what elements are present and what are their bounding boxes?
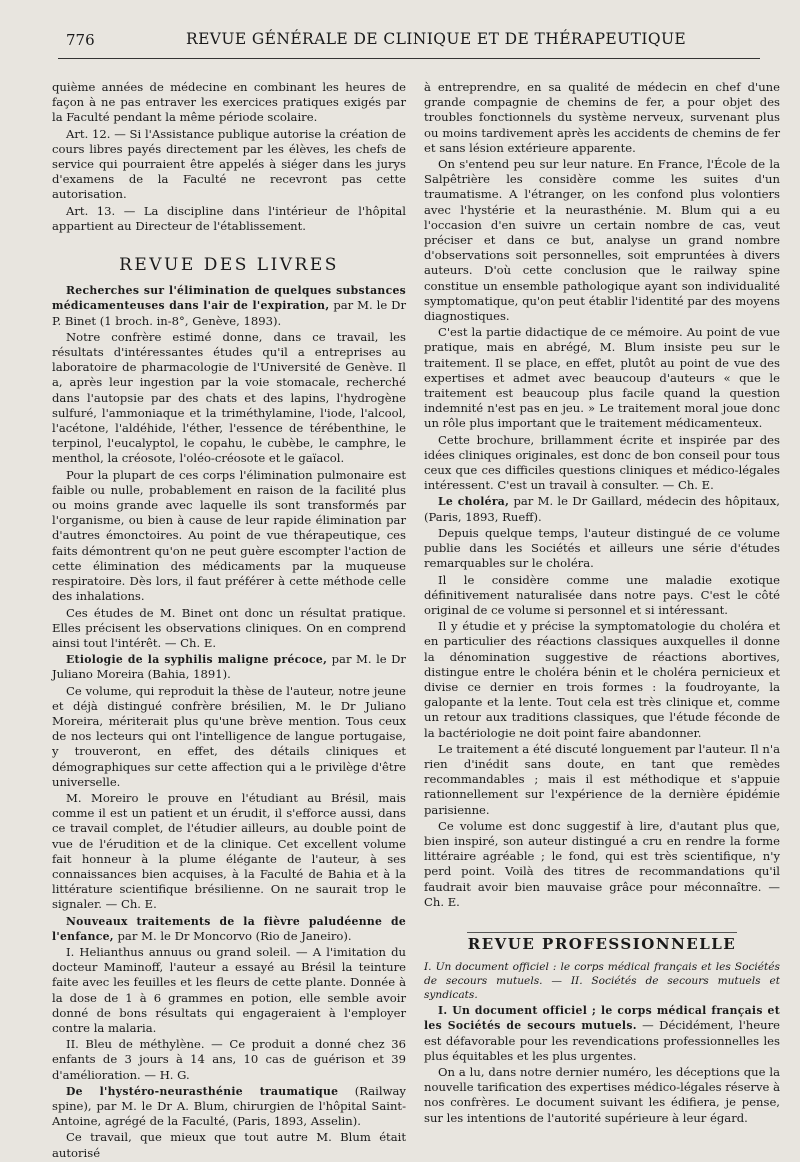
paragraph: — Décidément, l'heure est défavorable pour les revendications professionnelles les plus équitables et les plus urgentes. <box>424 1018 780 1063</box>
article-12: Art. 12. — Si l'Assistance publique autorise la création de cours libres payés directement par les élèves, les chefs de service qui pourraient être appelés à siéger dans les jurys d'examens de la Faculté ne recevront pas cette autorisation. <box>52 126 406 202</box>
book-reference: (Railway spine), par M. le Dr A. Blum, chirurgien de l'hôpital Saint-Antoine, agrégé de la Faculté, (Paris, 1893, Asselin). <box>52 1083 406 1129</box>
book-entry-blum <box>52 1084 406 1130</box>
paragraph: Ce travail, que mieux que tout autre M. Blum était autorisé <box>52 1130 406 1160</box>
paragraph: II. Bleu de méthylène. — Ce produit a donné chez 36 enfants de 3 jours à 14 ans, 10 cas de guérison et 39 d'amélioration. — H. G. <box>52 1037 406 1082</box>
paragraph: I. Helianthus annuus ou grand soleil. — A l'imitation du docteur Maminoff, l'auteur a essayé au Brésil la teinture faite avec les feuilles et les fleurs de cette plante. Donnée à la dose de 1 à 6 grammes en potion, elle semble avoir donné de bons résultats qui engageraient à l'employer contre la malaria. <box>52 944 406 1035</box>
book-reference: par M. le Dr P. Binet (1 broch. in-8°, Genève, 1893). <box>52 298 406 328</box>
book-title: Recherches sur l'élimination de quelques substances médicamenteuses dans l'air de l'expiration, <box>52 284 406 313</box>
paragraph: On s'entend peu sur leur nature. En France, l'École de la Salpêtrière les considère comme les suites d'un traumatisme. A l'étranger, on les confond plus volontiers avec l'hystérie et la neurasthénie. M. Blum qui a eu l'occasion d'en suivre un certain nombre de cas, veut préciser et dans ce but, analyse un grand nombre d'observations soit personnelles, soit empruntées à divers auteurs. D'où cette conclusion que le railway spine constitue un ensemble pathologique ayant son individualité symptomatique, qu'on peut établir l'identité par des moyens diagnostiques. <box>424 157 780 324</box>
subsection-entry <box>424 1003 780 1064</box>
paragraph: Il y étudie et y précise la symptomatologie du choléra et en particulier des réactions classiques auxquelles il donne la dénomination suggestive de réactions abortives, distingue entre le choléra bénin et le choléra pernicieux et divise ce dernier en trois formes : la foudroyante, la galopante et la lente. Tout cela est très clinique et, comme un retour aux traditions classiques, que l'étude féconde de la bactériologie ne doit point faire abandonner. <box>424 619 780 740</box>
book-reference: par M. le Dr Gaillard, médecin des hôpitaux, (Paris, 1893, Rueff). <box>424 494 780 524</box>
book-entry-moncorvo <box>52 914 406 944</box>
paragraph: quième années de médecine en combinant les heures de façon à ne pas entraver les exercices pratiques exigés par la Faculté pendant la même période scolaire. <box>52 80 406 125</box>
paragraph: Pour la plupart de ces corps l'élimination pulmonaire est faible ou nulle, probablement en raison de la facilité plus ou moins grande avec laquelle ils sont transformés par l'organisme, ou bien à cause de leur rapide élimination par d'autres émonctoires. Au point de vue thérapeutique, ces faits démontrent qu'on ne peut guère escompter l'action de cette élimination des médicaments par la muqueuse respiratoire. Dès lors, il faut préférer à cette méthode celle des inhalations. <box>52 467 406 604</box>
subsection-title: I. Un document officiel ; le corps médical français et les Sociétés de secours mutuels. <box>424 1004 780 1033</box>
book-reference: par M. le Dr Juliano Moreira (Bahia, 1891). <box>52 652 406 682</box>
section-summary: I. Un document officiel : le corps médical français et les Sociétés de secours mutuels. — II. Sociétés de secours mutuels et syndicats. <box>424 961 780 1002</box>
page-number: 776 <box>66 31 95 49</box>
book-title: Le choléra, <box>438 495 510 509</box>
left-column <box>52 80 406 1162</box>
paragraph: M. Moreiro le prouve en l'étudiant au Brésil, mais comme il est un patient et un érudit, il s'efforce aussi, dans ce travail complet, de l'étudier ailleurs, au double point de vue de l'érudition et de la clinique. Cet excellent volume fait honneur à la plume élégante de l'auteur, à ses connaissances bien acquises, à la Faculté de Bahia et à la littérature scientifique brésilienne. On ne saurait trop le signaler. — Ch. E. <box>52 790 406 912</box>
book-entry-moreira <box>52 652 406 682</box>
page-header <box>58 28 760 59</box>
book-title: Etiologie de la syphilis maligne précoce, <box>66 653 328 667</box>
paragraph: On a lu, dans notre dernier numéro, les déceptions que la nouvelle tarification des expertises médico-légales réserve à nos confrères. Le document suivant les édifiera, je pense, sur les intentions de l'autorité supérieure à leur égard. <box>424 1064 780 1125</box>
paragraph: Depuis quelque temps, l'auteur distingué de ce volume publie dans les Sociétés et ailleurs une série d'études remarquables sur le choléra. <box>424 525 780 571</box>
paragraph: Il le considère comme une maladie exotique définitivement naturalisée dans notre pays. C'est le côté original de ce volume si personnel et si intéressant. <box>424 572 780 617</box>
paragraph: Notre confrère estimé donne, dans ce travail, les résultats d'intéressantes études qu'il a entreprises au laboratoire de pharmacologie de l'Université de Genève. Il a, après leur ingestion par la voie stomacale, recherché dans l'autopsie par des chats et des lapins, l'hydrogène sulfuré, l'ammoniaque et la triméthylamine, l'iode, l'alcool, l'acétone, l'aldéhide, l'éther, l'essence de térébenthine, le terpinol, l'eucalyptol, le copahu, le cubèbe, le camphre, le menthol, la créosote, l'oléo-créosote et le gaïacol. <box>52 329 406 466</box>
book-entry-gaillard <box>424 494 780 524</box>
paragraph: Cette brochure, brillamment écrite et inspirée par des idées cliniques originales, est donc de bon conseil pour tous ceux que ces difficiles questions cliniques et médico-légales intéressent. C'est un travail à consulter. — Ch. E. <box>424 432 780 493</box>
paragraph: Ce volume est donc suggestif à lire, d'autant plus que, bien inspiré, son auteur distingué a cru en rendre la forme littéraire agréable ; le fond, qui est très scientifique, n'y perd point. Voilà des titres de recommandations qu'il faudrait avoir bien mauvaise grâce pour méconnaître. — Ch. E. <box>424 818 780 909</box>
paragraph: Ces études de M. Binet ont donc un résultat pratique. Elles précisent les observations cliniques. On en comprend ainsi tout l'intérêt. — Ch. E. <box>52 605 406 650</box>
paragraph: Ce volume, qui reproduit la thèse de l'auteur, notre jeune et déjà distingué confrère brésilien, M. le Dr Juliano Moreira, mériterait plus qu'une brève mention. Tous ceux de nos lecteurs qui ont l'intelligence de langue portugaise, y trouveront, en effet, des détails cliniques et démographiques sur cette affection qui a le privilège d'être universelle. <box>52 683 406 789</box>
book-title: Nouveaux traitements de la fièvre paludéenne de l'enfance, <box>52 914 406 943</box>
running-title: REVUE GÉNÉRALE DE CLINIQUE ET DE THÉRAPEUTIQUE <box>186 30 687 48</box>
book-title: De l'hystéro-neurasthénie traumatique <box>66 1084 339 1098</box>
paragraph: Le traitement a été discuté longuement par l'auteur. Il n'a rien d'inédit sans doute, en tant que remèdes recommandables ; mais il est méthodique et s'appuie rationnellement sur l'expérience de la dernière épidémie parisienne. <box>424 741 780 817</box>
section-title-revue-des-livres: REVUE DES LIVRES <box>119 255 339 276</box>
section-title-revue-professionnelle: REVUE PROFESSIONNELLE <box>467 932 737 952</box>
book-reference: par M. le Dr Moncorvo (Rio de Janeiro). <box>113 928 352 943</box>
article-13: Art. 13. — La discipline dans l'intérieur de l'hôpital appartient au Directeur de l'établissement. <box>52 203 406 233</box>
book-entry-binet <box>52 283 406 329</box>
paragraph: à entreprendre, en sa qualité de médecin en chef d'une grande compagnie de chemins de fer, a pour objet des troubles fonctionnels du système nerveux, survenant plus ou moins tardivement après les accidents de chemins de fer et sans lésion extérieure apparente. <box>424 80 780 155</box>
right-column <box>424 80 780 1127</box>
paragraph: C'est la partie didactique de ce mémoire. Au point de vue pratique, mais en abrégé, M. Blum insiste peu sur le traitement. Il se place, en effet, plutôt au point de vue des expertises et admet avec beaucoup d'auteurs « que le traitement est beaucoup plus facile quand la question indemnité n'est pas en jeu. » Le traitement moral joue donc un rôle plus important que le traitement médicamenteux. <box>424 325 780 431</box>
